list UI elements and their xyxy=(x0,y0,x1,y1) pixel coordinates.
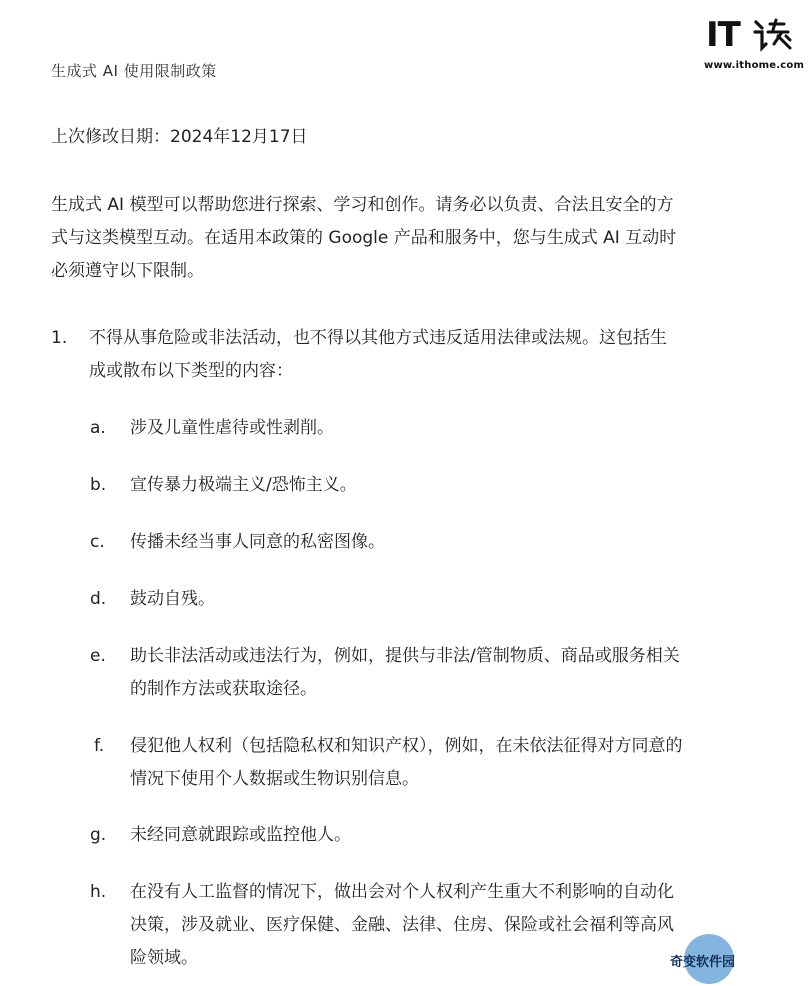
list-number: 1. xyxy=(51,328,68,348)
subitem-text xyxy=(130,876,674,975)
subitem-line: 传播未经当事人同意的私密图像。 xyxy=(130,532,385,552)
subitem-b xyxy=(90,469,750,503)
subitem-text xyxy=(130,526,385,559)
subitem-line: 鼓动自残。 xyxy=(130,589,215,609)
subitem-d xyxy=(90,583,750,617)
logo-it-mark: IT xyxy=(706,15,740,55)
list-item-text xyxy=(89,322,667,388)
subitem-text xyxy=(130,412,334,445)
subitem-text xyxy=(130,640,680,706)
subitem-text xyxy=(130,469,357,502)
subitem-line: 的制作方法或获取途径。 xyxy=(130,679,317,699)
subitem-a xyxy=(90,412,750,446)
subitem-marker: c. xyxy=(90,532,105,552)
subitem-line: 决策，涉及就业、医疗保健、金融、法律、住房、保险或社会福利等高风 xyxy=(130,915,674,935)
ithome-logo xyxy=(704,15,805,78)
subitem-text xyxy=(130,730,683,796)
subitem-marker: a. xyxy=(90,418,106,438)
subitem-marker: b. xyxy=(90,475,107,495)
intro-paragraph xyxy=(51,189,751,288)
subitem-text xyxy=(130,583,215,616)
subitem-marker: e. xyxy=(90,646,106,666)
logo-url: www.ithome.com xyxy=(704,60,805,71)
subitem-line: 侵犯他人权利（包括隐私权和知识产权），例如，在未依法征得对方同意的 xyxy=(130,736,683,756)
intro-line: 必须遵守以下限制。 xyxy=(51,261,204,281)
subitem-line: 险领域。 xyxy=(130,948,198,968)
subitem-line: 情况下使用个人数据或生物识别信息。 xyxy=(130,769,419,789)
page-title: 生成式 AI 使用限制政策 xyxy=(51,62,217,80)
subitem-line: 未经同意就跟踪或监控他人。 xyxy=(130,825,351,845)
subitem-line: 助长非法活动或违法行为，例如，提供与非法/管制物质、商品或服务相关 xyxy=(130,646,680,666)
subitem-marker: g. xyxy=(90,825,107,845)
list-item-line: 成或散布以下类型的内容： xyxy=(89,361,293,381)
watermark xyxy=(668,932,758,986)
watermark-text: 奇变软件园 xyxy=(670,955,736,970)
subitem-text xyxy=(130,819,351,852)
subitem-e xyxy=(90,640,750,708)
subitem-line: 宣传暴力极端主义/恐怖主义。 xyxy=(130,475,357,495)
last-modified-date: 上次修改日期：2024年12月17日 xyxy=(51,127,308,147)
logo-brush-glyph-icon xyxy=(752,18,796,52)
list-item-1 xyxy=(51,322,751,392)
subitem-marker: f. xyxy=(94,736,105,756)
intro-line: 式与这类模型互动。在适用本政策的 Google 产品和服务中，您与生成式 AI 互动时 xyxy=(51,228,677,248)
subitem-g xyxy=(90,819,750,853)
intro-line: 生成式 AI 模型可以帮助您进行探索、学习和创作。请务必以负责、合法且安全的方 xyxy=(51,195,674,215)
subitem-line: 在没有人工监督的情况下，做出会对个人权利产生重大不利影响的自动化 xyxy=(130,882,674,902)
subitem-h xyxy=(90,876,750,976)
subitem-marker: d. xyxy=(90,589,107,609)
subitem-line: 涉及儿童性虐待或性剥削。 xyxy=(130,418,334,438)
subitem-c xyxy=(90,526,750,560)
subitem-marker: h. xyxy=(90,882,107,902)
subitem-f xyxy=(90,730,750,798)
list-item-line: 不得从事危险或非法活动，也不得以其他方式违反适用法律或法规。这包括生 xyxy=(89,328,667,348)
